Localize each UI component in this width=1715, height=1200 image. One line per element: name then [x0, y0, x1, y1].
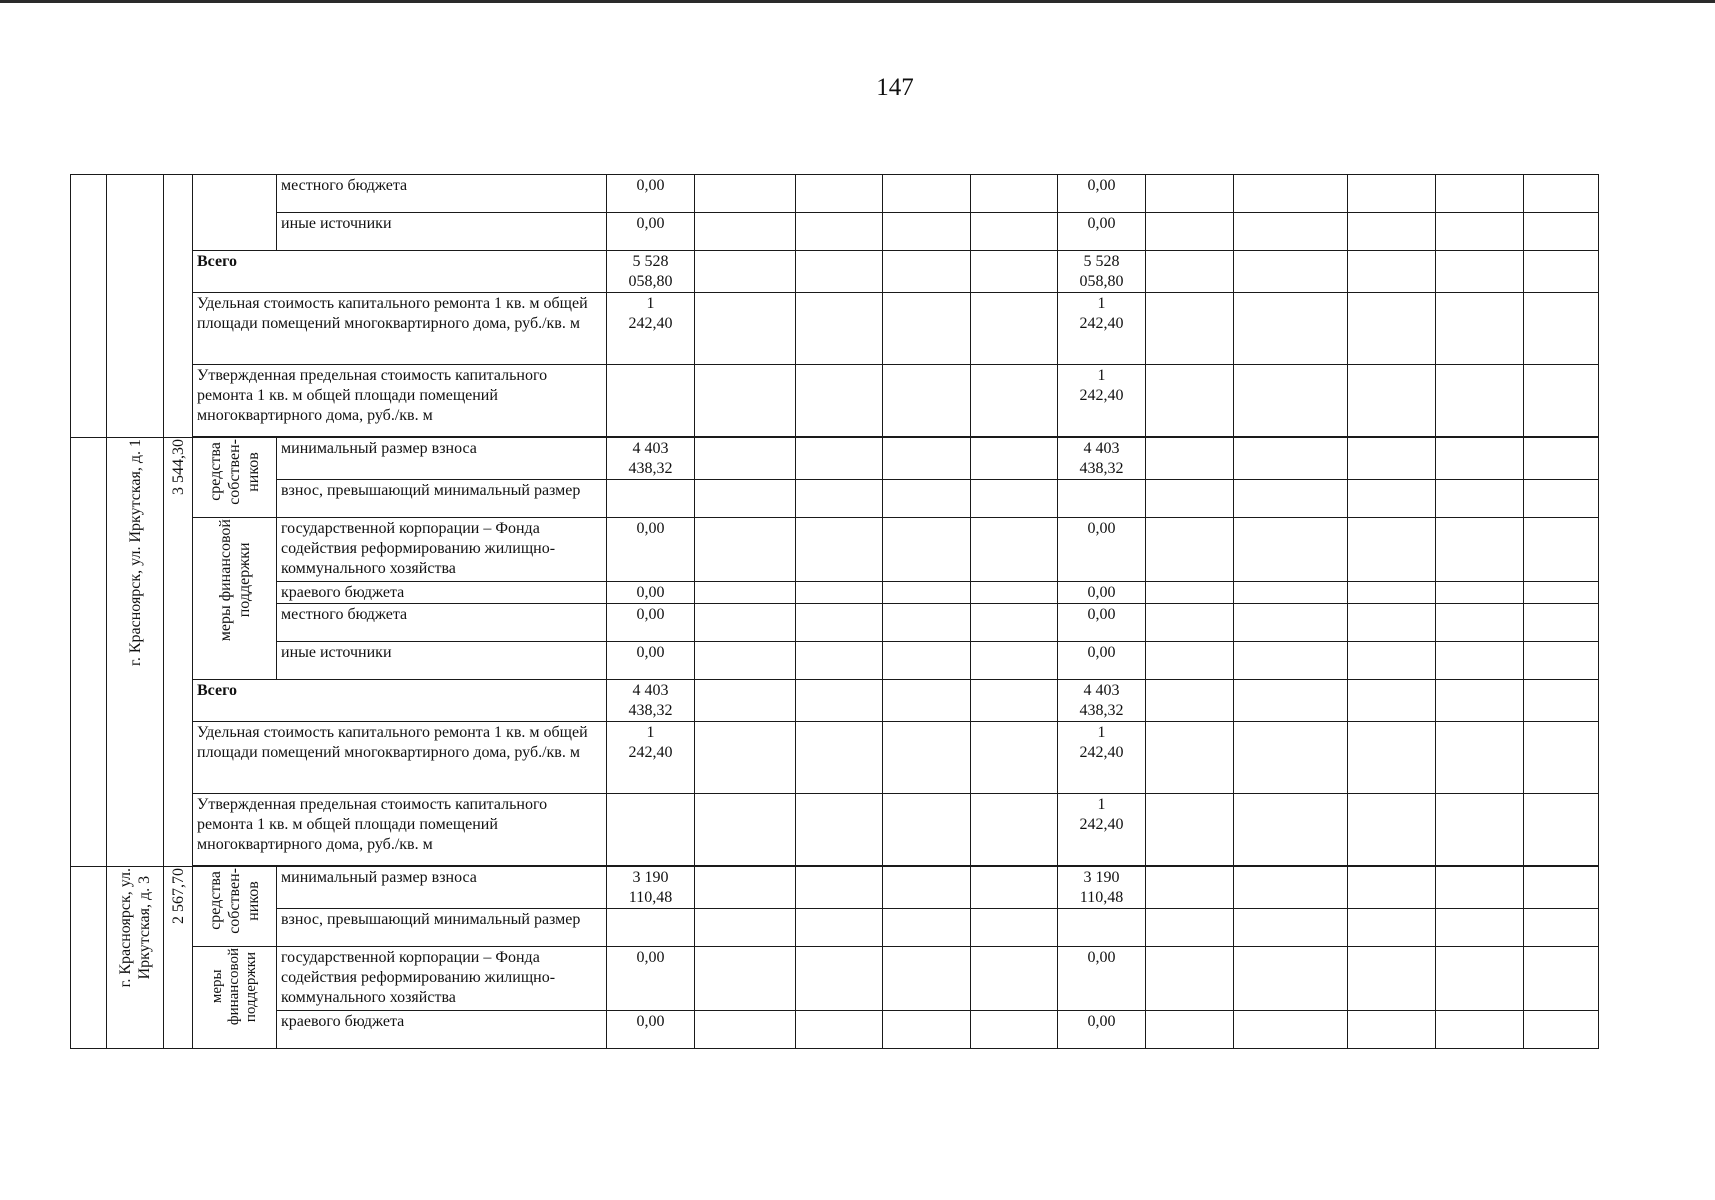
total-cell: 0,00	[1058, 604, 1146, 642]
total-cell: 4 403 438,32	[1058, 680, 1146, 722]
value-cell: 1 242,40	[607, 293, 695, 365]
value-cell: 0,00	[607, 582, 695, 604]
empty-cell	[71, 867, 107, 1049]
total-cell: 1 242,40	[1058, 365, 1146, 437]
support-measures-cell	[193, 947, 277, 1049]
row-label: Утвержденная предельная стоимость капитального ремонта 1 кв. м общей площади помещений многоквартирного дома, руб./кв. м	[193, 794, 607, 866]
total-cell: 5 528 058,80	[1058, 251, 1146, 293]
table-row	[71, 867, 1599, 909]
row-label: краевого бюджета	[277, 1011, 607, 1049]
total-cell: 4 403 438,32	[1058, 438, 1146, 480]
row-label: взнос, превышающий минимальный размер	[277, 909, 607, 947]
value-cell: 0,00	[607, 175, 695, 213]
total-cell: 3 190 110,48	[1058, 867, 1146, 909]
value-cell: 0,00	[607, 1011, 695, 1049]
row-label: минимальный размер взноса	[277, 438, 607, 480]
row-label: краевого бюджета	[277, 582, 607, 604]
row-label: государственной корпорации – Фонда содействия реформированию жилищно-коммунального хозяйства	[277, 947, 607, 1011]
total-cell: 1 242,40	[1058, 722, 1146, 794]
row-label: Удельная стоимость капитального ремонта 1 кв. м общей площади помещений многоквартирного дома, руб./кв. м	[193, 722, 607, 794]
area-text: 2 567,70	[169, 868, 187, 924]
table-row	[71, 680, 1599, 722]
row-label: минимальный размер взноса	[277, 867, 607, 909]
table-row	[71, 175, 1599, 213]
table-row	[71, 293, 1599, 365]
value-cell: 1 242,40	[607, 722, 695, 794]
support-measures-label: меры финансовой поддержки	[209, 948, 259, 1026]
area-cell	[164, 438, 193, 867]
table-row	[71, 604, 1599, 642]
table-row	[71, 213, 1599, 251]
value-cell: 5 528 058,80	[607, 251, 695, 293]
owners-funds-label: средства собствен- ников	[207, 439, 262, 505]
owners-funds-cell	[193, 438, 277, 518]
address-cell	[107, 438, 164, 867]
capital-repair-table	[70, 174, 1599, 1049]
total-cell: 0,00	[1058, 175, 1146, 213]
table-row	[71, 909, 1599, 947]
value-cell: 0,00	[607, 642, 695, 680]
support-measures-label: меры финансовой поддержки	[216, 519, 253, 642]
area-cell	[164, 175, 193, 438]
total-cell: 1 242,40	[1058, 794, 1146, 866]
owners-funds-label: средства собствен- ников	[207, 868, 262, 934]
total-cell: 0,00	[1058, 582, 1146, 604]
support-measures-cell	[193, 518, 277, 680]
value-cell: 0,00	[607, 947, 695, 1011]
table-row	[71, 582, 1599, 604]
owners-funds-cell	[193, 867, 277, 947]
scan-top-border	[0, 0, 1715, 3]
value-cell: 4 403 438,32	[607, 680, 695, 722]
area-text: 3 544,30	[169, 439, 187, 495]
table-row	[71, 365, 1599, 437]
table-row	[71, 518, 1599, 582]
page-number: 147	[876, 74, 914, 101]
row-label: государственной корпорации – Фонда содействия реформированию жилищно-коммунального хозяйства	[277, 518, 607, 582]
value-cell: 0,00	[607, 518, 695, 582]
table-row	[71, 480, 1599, 518]
table-row	[71, 642, 1599, 680]
total-cell: 0,00	[1058, 518, 1146, 582]
row-label: местного бюджета	[277, 175, 607, 213]
row-label: Удельная стоимость капитального ремонта 1 кв. м общей площади помещений многоквартирного дома, руб./кв. м	[193, 293, 607, 365]
total-cell: 0,00	[1058, 213, 1146, 251]
empty-cell	[71, 438, 107, 867]
row-label: Утвержденная предельная стоимость капитального ремонта 1 кв. м общей площади помещений многоквартирного дома, руб./кв. м	[193, 365, 607, 437]
value-cell: 4 403 438,32	[607, 438, 695, 480]
address-cell	[107, 867, 164, 1049]
empty-cell	[71, 175, 107, 438]
row-label: иные источники	[277, 642, 607, 680]
row-label: взнос, превышающий минимальный размер	[277, 480, 607, 518]
row-label-total: Всего	[193, 680, 607, 722]
table-row	[71, 794, 1599, 866]
table-row	[71, 1011, 1599, 1049]
value-cell: 0,00	[607, 213, 695, 251]
table-row	[71, 722, 1599, 794]
address-text: г. Красноярск, ул. Иркутская, д. 3	[117, 868, 153, 988]
total-cell: 0,00	[1058, 1011, 1146, 1049]
table-row	[71, 438, 1599, 480]
area-cell	[164, 867, 193, 1049]
table-row	[71, 947, 1599, 1011]
address-text: г. Красноярск, ул. Иркутская, д. 1	[126, 439, 144, 666]
value-cell: 0,00	[607, 604, 695, 642]
total-cell: 0,00	[1058, 642, 1146, 680]
address-cell	[107, 175, 164, 438]
table-row	[71, 251, 1599, 293]
total-cell: 0,00	[1058, 947, 1146, 1011]
source-group-cell	[193, 175, 277, 251]
row-label-total: Всего	[193, 251, 607, 293]
row-label: иные источники	[277, 213, 607, 251]
value-cell: 3 190 110,48	[607, 867, 695, 909]
row-label: местного бюджета	[277, 604, 607, 642]
total-cell: 1 242,40	[1058, 293, 1146, 365]
